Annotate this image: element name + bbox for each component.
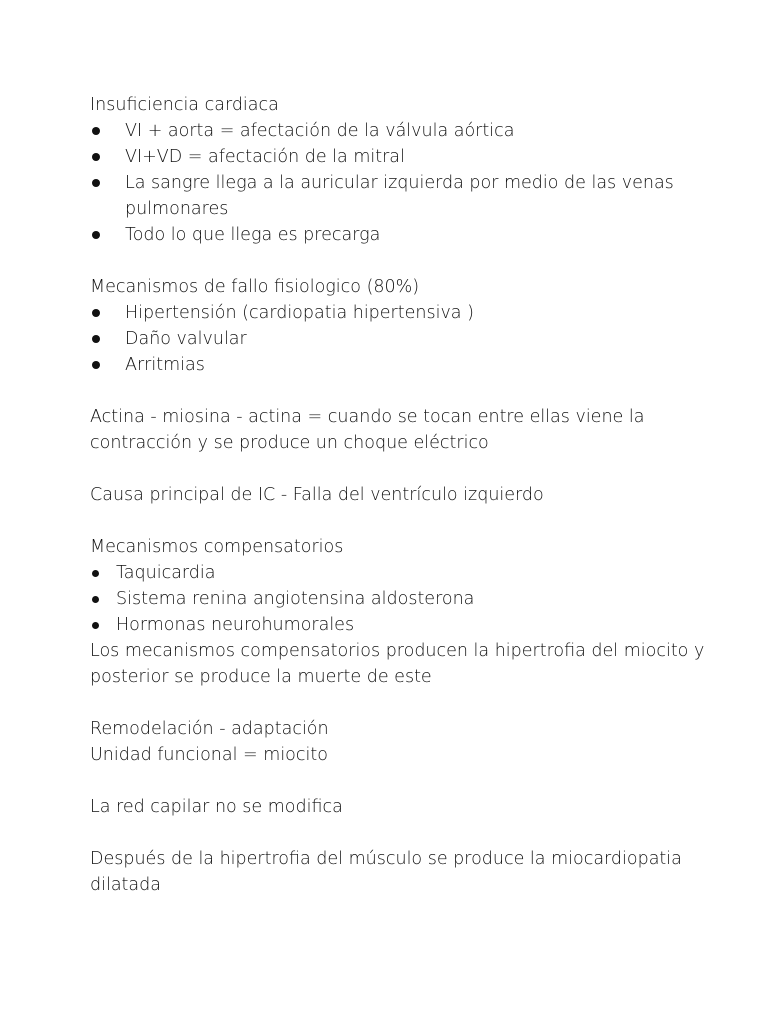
paragraph-causa: Causa principal de IC - Falla del ventrículo izquierdo [90, 485, 544, 505]
spacer [90, 690, 710, 716]
paragraph-remodelacion: Remodelación - adaptación [90, 719, 329, 739]
paragraph-actina: Actina - miosina - actina = cuando se tocan entre ellas viene la contracción y se produce un choque eléctrico [90, 407, 645, 453]
spacer [90, 508, 710, 534]
bullet-icon [92, 596, 99, 603]
list-item: La sangre llega a la auricular izquierda por medio de las venas pulmonares [90, 170, 710, 222]
bullet-icon [92, 361, 100, 369]
section-heading-fallo: Mecanismos de fallo fisiologico (80%) [90, 277, 420, 297]
spacer [90, 456, 710, 482]
bullet-icon [92, 127, 100, 135]
document-page [90, 92, 710, 898]
bullet-icon [92, 153, 100, 161]
bullet-icon [92, 179, 100, 187]
list-item: Hormonas neurohumorales [90, 612, 710, 638]
bullet-list-fallo [90, 300, 710, 378]
paragraph-compensatorios-note: Los mecanismos compensatorios producen la hipertrofia del miocito y posterior se produce la muerte de este [90, 641, 705, 687]
paragraph-red-capilar: La red capilar no se modifica [90, 797, 343, 817]
section-heading-insuficiencia: Insuficiencia cardiaca [90, 95, 279, 115]
bullet-icon [92, 309, 100, 317]
list-item: Arritmias [90, 352, 710, 378]
spacer [90, 248, 710, 274]
list-item: VI + aorta = afectación de la válvula aórtica [90, 118, 710, 144]
list-item: VI+VD = afectación de la mitral [90, 144, 710, 170]
bullet-icon [92, 570, 99, 577]
paragraph-despues: Después de la hipertrofia del músculo se produce la miocardiopatia dilatada [90, 849, 682, 895]
bullet-list-insuficiencia [90, 118, 710, 248]
list-item: Taquicardia [90, 560, 710, 586]
bullet-icon [92, 335, 100, 343]
paragraph-unidad: Unidad funcional = miocito [90, 745, 328, 765]
list-item: Sistema renina angiotensina aldosterona [90, 586, 710, 612]
section-heading-compensatorios: Mecanismos compensatorios [90, 537, 344, 557]
spacer [90, 378, 710, 404]
spacer [90, 820, 710, 846]
bullet-icon [92, 622, 99, 629]
list-item: Hipertensión (cardiopatia hipertensiva ) [90, 300, 710, 326]
list-item: Daño valvular [90, 326, 710, 352]
bullet-list-compensatorios [90, 560, 710, 638]
spacer [90, 768, 710, 794]
bullet-icon [92, 231, 100, 239]
list-item: Todo lo que llega es precarga [90, 222, 710, 248]
